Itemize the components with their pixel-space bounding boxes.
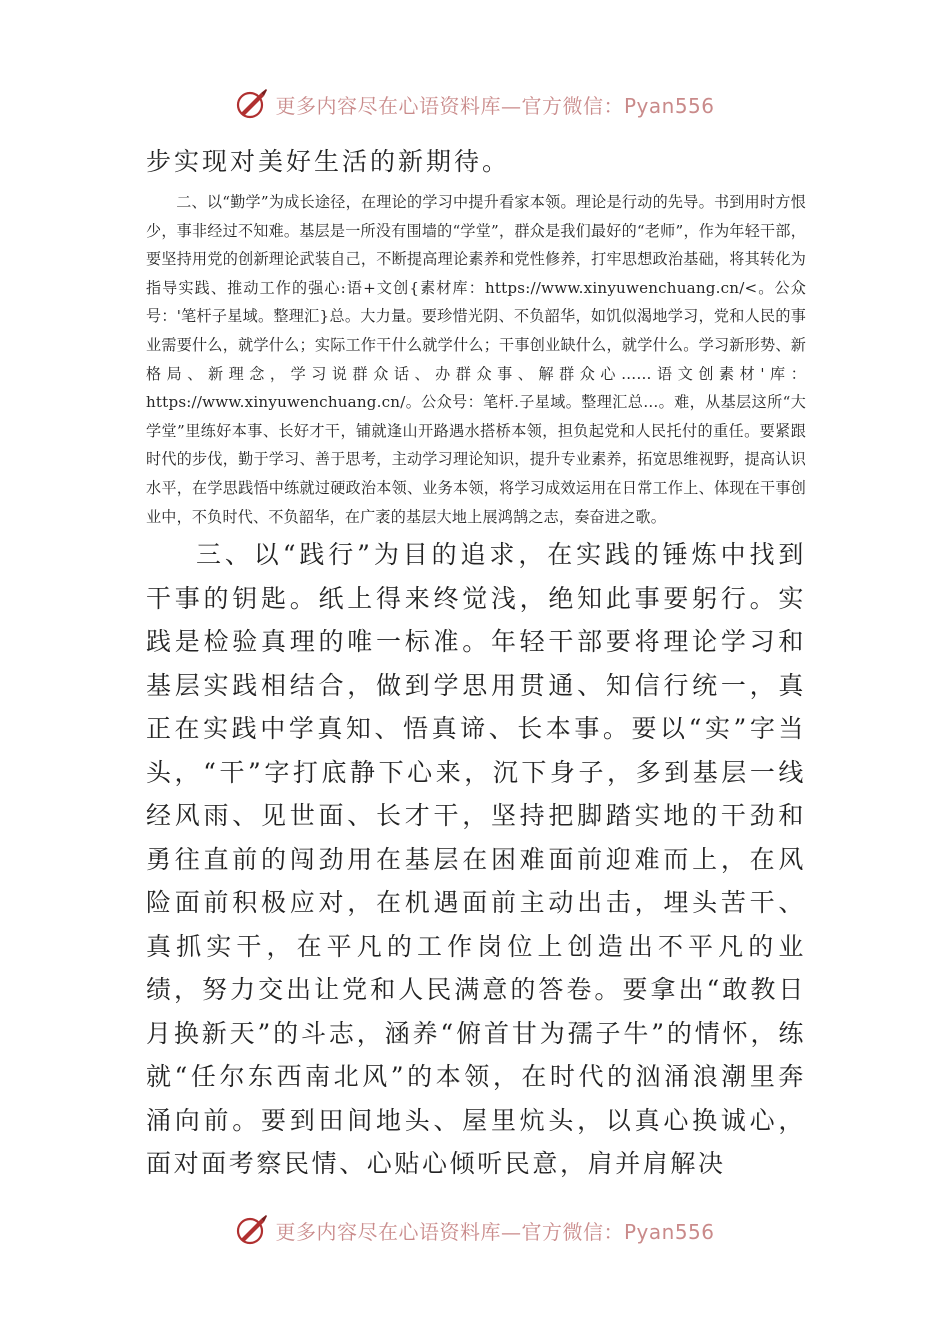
header-banner-text: 更多内容尽在心语资料库—官方微信：Pyan556 bbox=[275, 93, 715, 118]
document-body bbox=[146, 140, 806, 1186]
footer-banner-text: 更多内容尽在心语资料库—官方微信：Pyan556 bbox=[275, 1219, 715, 1244]
footer-banner-brand: Pyan556 bbox=[623, 1219, 715, 1244]
pen-logo-icon bbox=[235, 87, 269, 121]
footer-banner bbox=[0, 1210, 950, 1250]
paragraph-three: 三、以“践行”为目的追求，在实践的锤炼中找到干事的钥匙。纸上得来终觉浅，绝知此事要躬行。实践是检验真理的唯一标准。年轻干部要将理论学习和基层实践相结合，做到学思用贯通、知信行统一，真正在实践中学真知、悟真谛、长本事。要以“实”字当头，“干”字打底静下心来，沉下身子，多到基层一线经风雨、见世面、长才干，坚持把脚踏实地的干劲和勇往直前的闯劲用在基层在困难面前迎难而上，在风险面前积极应对，在机遇面前主动出击，埋头苦干、真抓实干，在平凡的工作岗位上创造出不平凡的业绩，努力交出让党和人民满意的答卷。要拿出“敢教日月换新天”的斗志，涵养“俯首甘为孺子牛”的情怀，练就“任尔东西南北风”的本领，在时代的汹涌浪潮里奔涌向前。要到田间地头、屋里炕头，以真心换诚心，面对面考察民情、心贴心倾听民意，肩并肩解决 bbox=[146, 540, 806, 1179]
paragraph-two: 二、以“勤学”为成长途径，在理论的学习中提升看家本领。理论是行动的先导。书到用时方恨少，事非经过不知难。基层是一所没有围墙的“学堂”，群众是我们最好的“老师”，作为年轻干部，要坚持用党的创新理论武装自己，不断提高理论素养和党性修养，打牢思想政治基础，将其转化为指导实践、推动工作的强心:语+文创{素材库：https://www.xinyuwenchuang.cn/<。公众号：'笔杆子星域。整理汇}总。大力量。要珍惜光阴、不负韶华，如饥似渴地学习，党和人民的事业需要什么，就学什么；实际工作干什么就学什么；干事创业缺什么，就学什么。学习新形势、新格局、新理念，学习说群众话、办群众事、解群众心……语文创素材'库：https://www.xinyuwenchuang.cn/。公众号：笔杆.子星域。整理汇总…。难，从基层这所“大学堂”里练好本事、长好才干，铺就逢山开路遇水搭桥本领，担负起党和人民托付的重任。要紧跟时代的步伐，勤于学习、善于思考，主动学习理论知识，提升专业素养，拓宽思维视野，提高认识水平，在学思践悟中练就过硬政治本领、业务本领，将学习成效运用在日常工作上、体现在干事创业中，不负时代、不负韶华，在广袤的基层大地上展鸿鹄之志，奏奋进之歌。 bbox=[146, 193, 806, 526]
header-banner-brand: Pyan556 bbox=[623, 93, 715, 118]
pen-logo-icon bbox=[235, 1213, 269, 1247]
continued-line: 步实现对美好生活的新期待。 bbox=[146, 147, 511, 176]
header-banner bbox=[0, 84, 950, 124]
